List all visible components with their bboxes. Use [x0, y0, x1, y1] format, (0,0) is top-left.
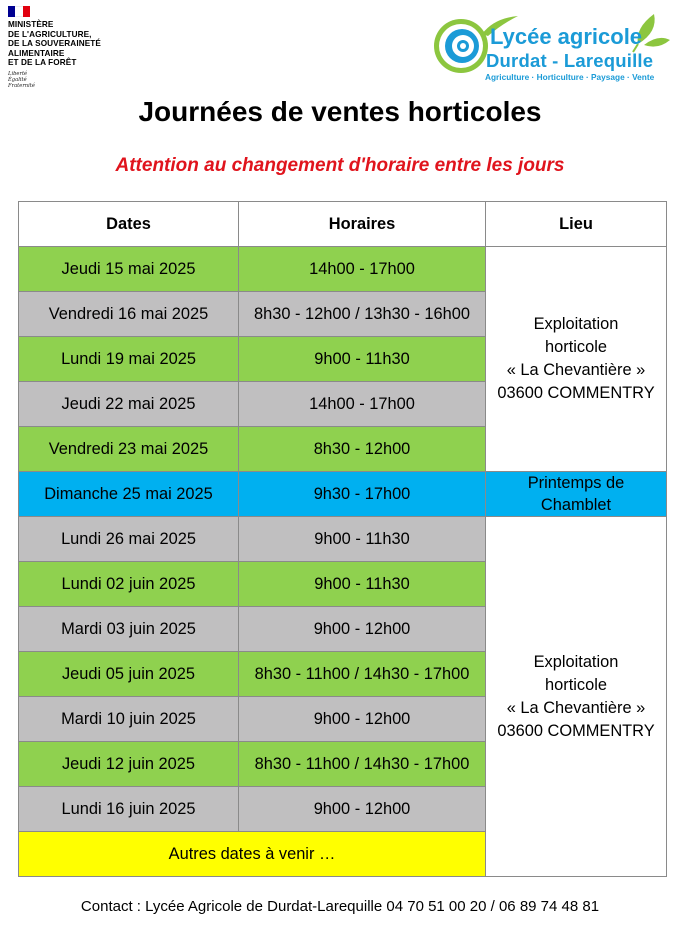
- ministry-logo: [8, 6, 158, 89]
- hours-cell: 8h30 - 12h00 / 13h30 - 16h00: [239, 292, 486, 337]
- hours-cell: 8h30 - 12h00: [239, 427, 486, 472]
- place-line: « La Chevantière »: [506, 698, 646, 717]
- place-line: Printemps de: [527, 474, 625, 492]
- ministry-name: MINISTÈRE DE L'AGRICULTURE, DE LA SOUVERAINETÉ ALIMENTAIRE ET DE LA FORÊT: [8, 20, 101, 67]
- lycee-subtitle: Durdat - Larequille: [486, 50, 654, 71]
- date-cell: Jeudi 22 mai 2025: [19, 382, 239, 427]
- hours-cell: 14h00 - 17h00: [239, 247, 486, 292]
- hours-cell: 8h30 - 11h00 / 14h30 - 17h00: [239, 742, 486, 787]
- header-hours: Horaires: [239, 202, 486, 247]
- contact-line: Contact : Lycée Agricole de Durdat-Larequille 04 70 51 00 20 / 06 89 74 48 81: [80, 898, 600, 915]
- table-row: [19, 517, 667, 562]
- table-row: [19, 247, 667, 292]
- place-cell: [486, 517, 667, 877]
- date-cell: Lundi 02 juin 2025: [19, 562, 239, 607]
- hours-cell: 9h00 - 11h30: [239, 517, 486, 562]
- header-place: Lieu: [486, 202, 667, 247]
- table-row: [19, 472, 667, 517]
- lycee-tagline: Agriculture · Horticulture · Paysage · Vente: [485, 72, 655, 82]
- hours-cell: 8h30 - 11h00 / 14h30 - 17h00: [239, 652, 486, 697]
- table-header-row: [19, 202, 667, 247]
- upcoming-dates-cell: Autres dates à venir …: [19, 832, 486, 877]
- date-cell: Lundi 19 mai 2025: [19, 337, 239, 382]
- lycee-logo: [432, 8, 672, 84]
- hours-cell: 9h30 - 17h00: [239, 472, 486, 517]
- date-cell: Jeudi 15 mai 2025: [19, 247, 239, 292]
- schedule-warning: Attention au changement d'horaire entre les jours: [115, 155, 565, 176]
- page-title: Journées de ventes horticoles: [138, 96, 542, 127]
- lycee-title: Lycée agricole: [490, 24, 643, 49]
- place-line: Exploitation: [533, 315, 619, 333]
- place-line: Chamblet: [540, 496, 612, 514]
- hours-cell: 9h00 - 11h30: [239, 562, 486, 607]
- place-cell: [486, 472, 667, 517]
- hours-cell: 9h00 - 12h00: [239, 697, 486, 742]
- hours-cell: 9h00 - 11h30: [239, 337, 486, 382]
- date-cell: Jeudi 05 juin 2025: [19, 652, 239, 697]
- date-cell: Lundi 16 juin 2025: [19, 787, 239, 832]
- sales-schedule-table: [18, 201, 667, 877]
- date-cell: Lundi 26 mai 2025: [19, 517, 239, 562]
- ministry-motto: Liberté Égalité Fraternité: [8, 70, 35, 89]
- date-cell: Vendredi 16 mai 2025: [19, 292, 239, 337]
- place-cell: [486, 247, 667, 472]
- place-line: horticole: [545, 675, 607, 694]
- date-cell: Dimanche 25 mai 2025: [19, 472, 239, 517]
- date-cell: Mardi 03 juin 2025: [19, 607, 239, 652]
- hours-cell: 9h00 - 12h00: [239, 607, 486, 652]
- header-dates: Dates: [19, 202, 239, 247]
- place-line: 03600 COMMENTRY: [497, 721, 655, 740]
- place-line: Exploitation: [533, 652, 619, 671]
- place-line: « La Chevantière »: [506, 361, 646, 379]
- place-line: 03600 COMMENTRY: [497, 384, 655, 402]
- date-cell: Vendredi 23 mai 2025: [19, 427, 239, 472]
- hours-cell: 9h00 - 12h00: [239, 787, 486, 832]
- place-line: horticole: [545, 338, 607, 356]
- date-cell: Jeudi 12 juin 2025: [19, 742, 239, 787]
- date-cell: Mardi 10 juin 2025: [19, 697, 239, 742]
- french-flag-icon: [8, 6, 30, 17]
- hours-cell: 14h00 - 17h00: [239, 382, 486, 427]
